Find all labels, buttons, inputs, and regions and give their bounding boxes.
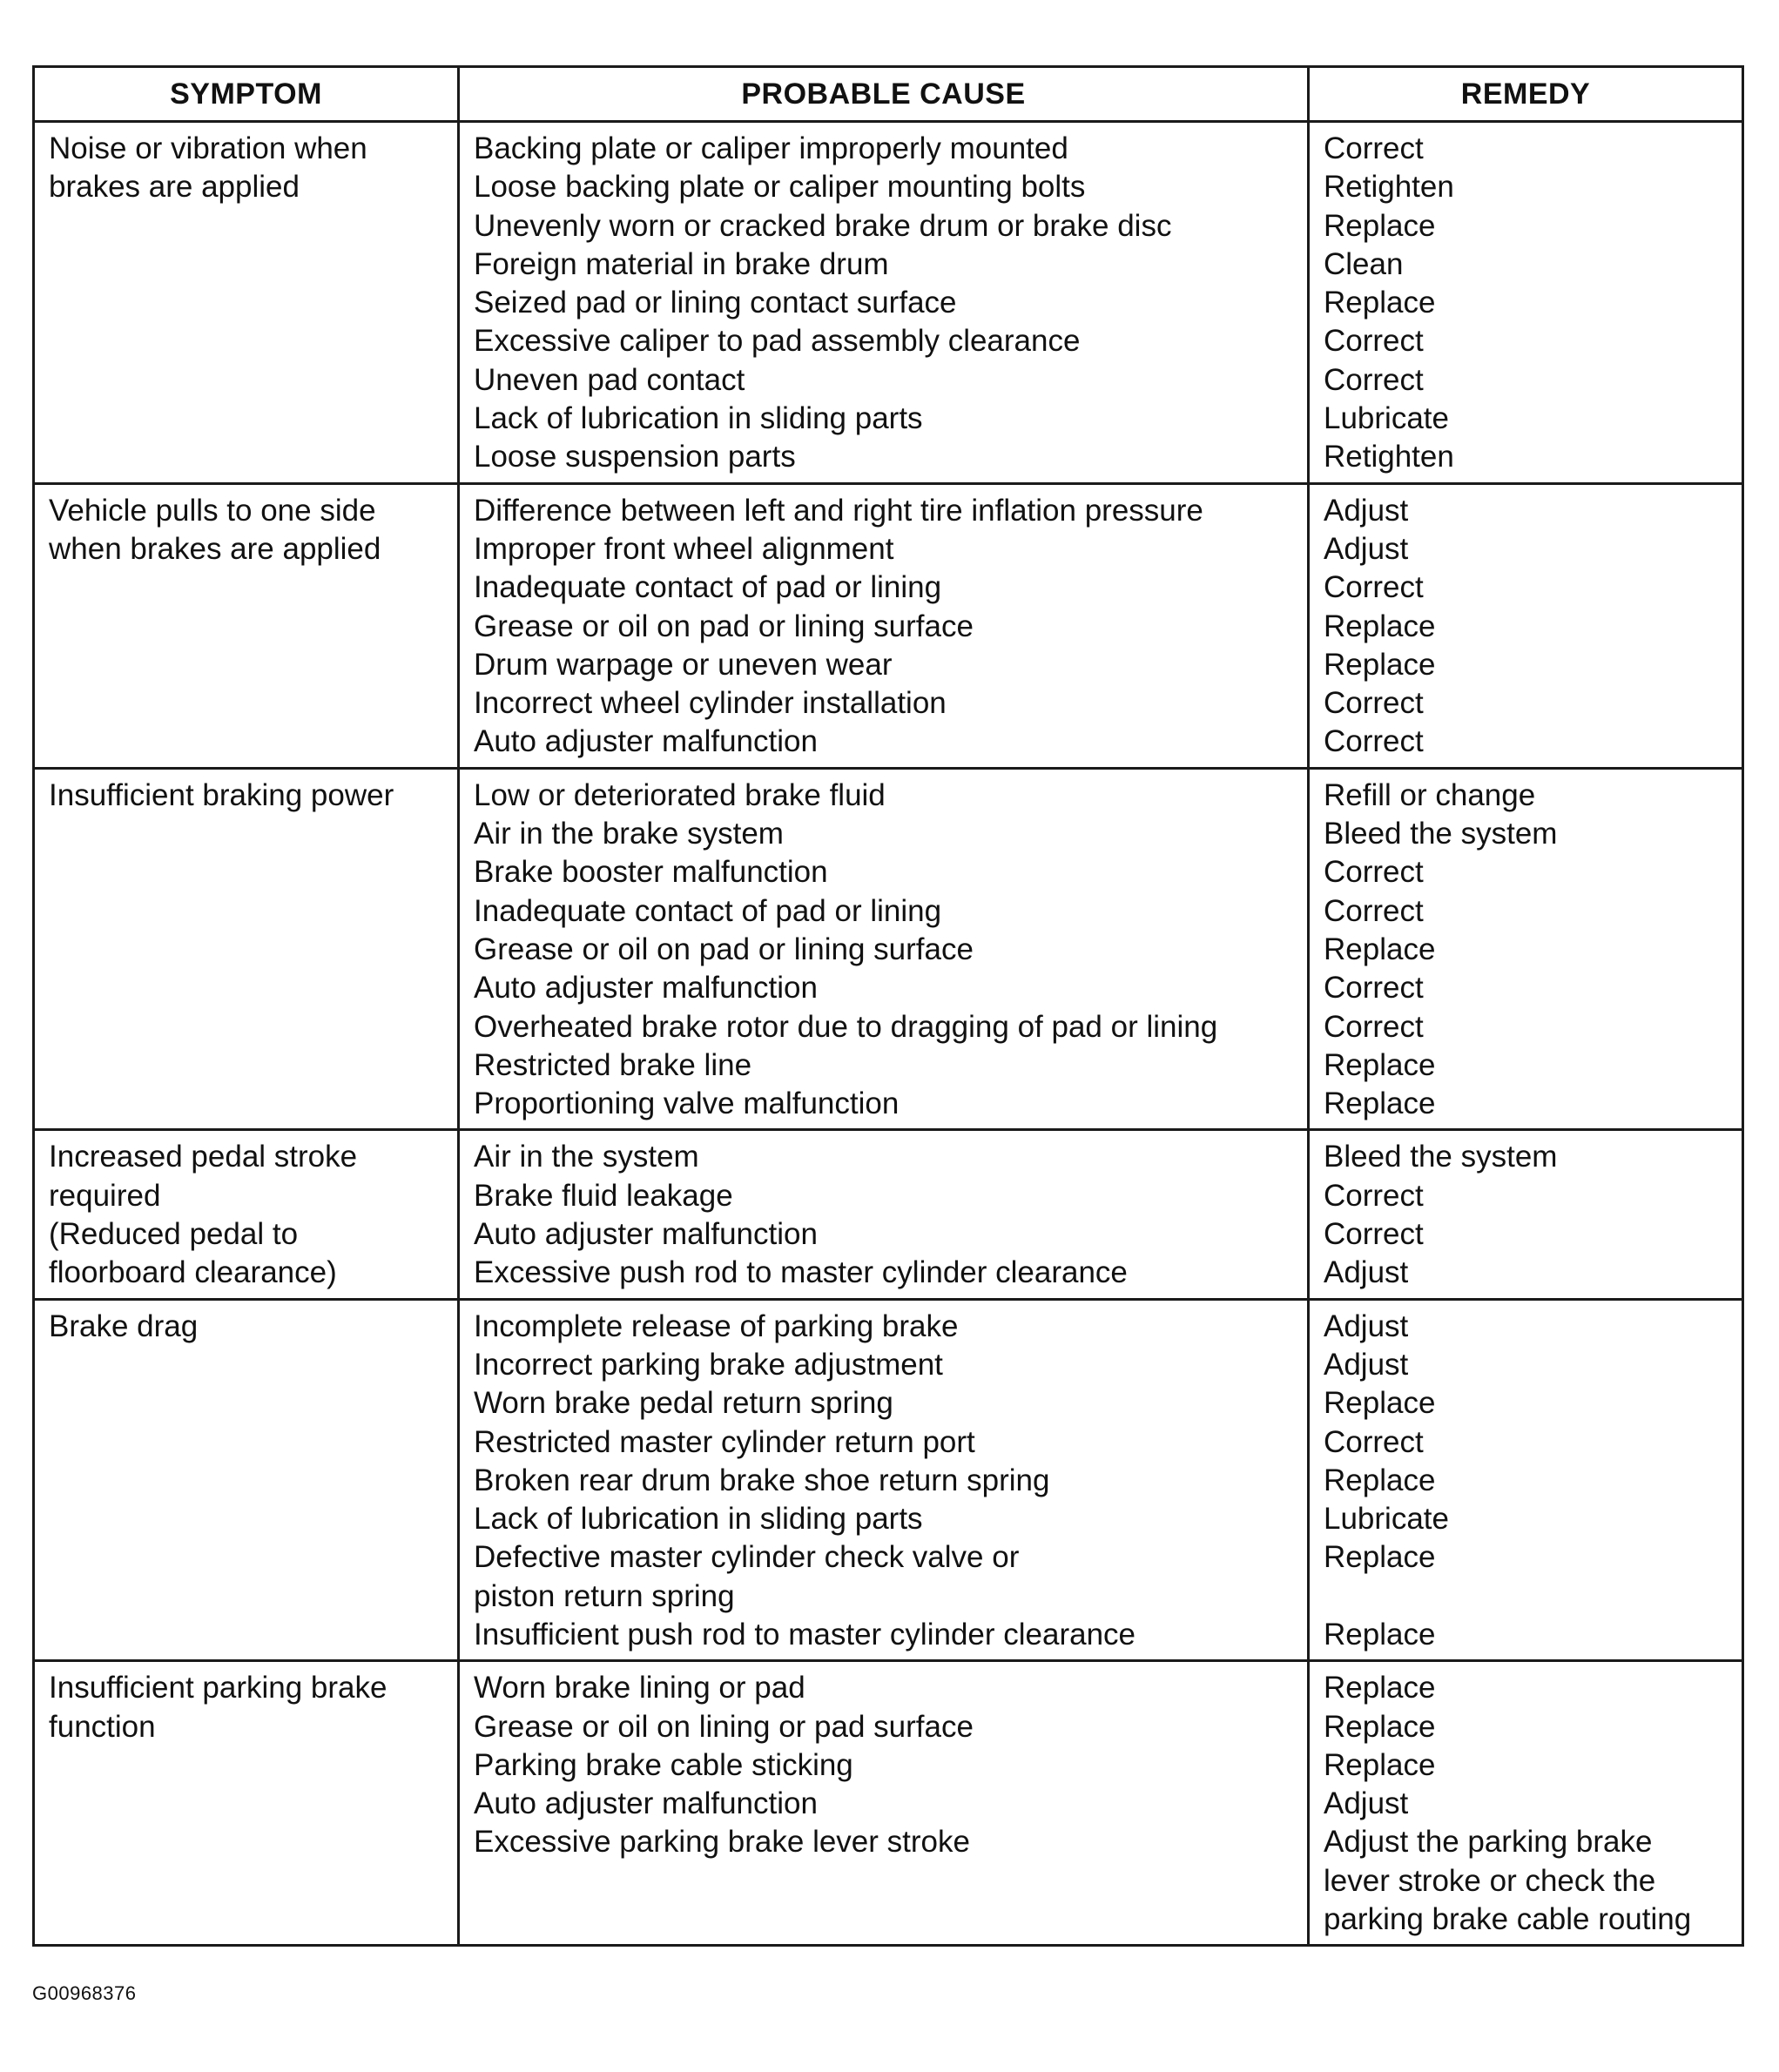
probable-cause-cell (459, 1299, 1309, 1661)
header-symptom: SYMPTOM (34, 67, 459, 122)
symptom-cell (34, 1130, 459, 1299)
remedy-line (1324, 1578, 1729, 1616)
cause-line: Excessive caliper to pad assembly clearance (474, 324, 1081, 359)
symptom-cell (34, 122, 459, 484)
remedy-line: Correct (1324, 1424, 1424, 1459)
symptom-line: function (49, 1709, 156, 1744)
remedy-line: Correct (1324, 724, 1424, 759)
cause-line: Brake booster malfunction (474, 855, 828, 890)
cause-line: Restricted brake line (474, 1047, 752, 1082)
cause-line: Lack of lubrication in sliding parts (474, 401, 923, 436)
header-probable-cause: PROBABLE CAUSE (459, 67, 1309, 122)
cause-line: Seized pad or lining contact surface (474, 286, 957, 320)
symptom-line: (Reduced pedal to (49, 1217, 299, 1252)
cause-line: Overheated brake rotor due to dragging of pad or lining (474, 1009, 1218, 1044)
remedy-line: Correct (1324, 1009, 1424, 1044)
cause-line: Improper front wheel alignment (474, 531, 894, 566)
cause-line: Unevenly worn or cracked brake drum or brake disc (474, 208, 1172, 243)
cause-line: Inadequate contact of pad or lining (474, 893, 942, 928)
remedy-line: Replace (1324, 1463, 1436, 1497)
table-header-row (34, 67, 1743, 122)
remedy-line: Replace (1324, 286, 1436, 320)
remedy-line: Lubricate (1324, 1502, 1449, 1537)
cause-line: piston return spring (474, 1578, 735, 1613)
cause-line: Auto adjuster malfunction (474, 1217, 818, 1252)
remedy-line: Replace (1324, 647, 1436, 682)
remedy-line: Bleed the system (1324, 1140, 1558, 1174)
remedy-line: Correct (1324, 324, 1424, 359)
cause-line: Proportioning valve malfunction (474, 1086, 900, 1121)
cause-line: Loose suspension parts (474, 440, 796, 474)
probable-cause-cell (459, 1130, 1309, 1299)
cause-line: Defective master cylinder check valve or (474, 1540, 1020, 1575)
remedy-line: Replace (1324, 1671, 1436, 1705)
remedy-line: Clean (1324, 246, 1404, 281)
symptom-line: required (49, 1178, 161, 1213)
remedy-line: Adjust (1324, 1347, 1409, 1382)
symptom-cell (34, 1299, 459, 1661)
cause-line: Auto adjuster malfunction (474, 724, 818, 759)
remedy-line: Adjust (1324, 1786, 1409, 1821)
table-row (34, 1661, 1743, 1946)
remedy-line: Adjust (1324, 493, 1409, 528)
symptom-cell (34, 483, 459, 768)
cause-line: Drum warpage or uneven wear (474, 647, 893, 682)
cause-line: Lack of lubrication in sliding parts (474, 1502, 923, 1537)
troubleshooting-sheet (32, 65, 1742, 1947)
remedy-line: Correct (1324, 686, 1424, 721)
remedy-cell (1309, 1130, 1743, 1299)
cause-line: Foreign material in brake drum (474, 246, 889, 281)
remedy-line: Replace (1324, 609, 1436, 643)
cause-line: Loose backing plate or caliper mounting bolts (474, 170, 1086, 205)
cause-line: Insufficient push rod to master cylinder clearance (474, 1617, 1136, 1652)
remedy-line: Replace (1324, 1617, 1436, 1652)
cause-line: Air in the brake system (474, 817, 784, 851)
table-row (34, 768, 1743, 1130)
symptom-line: brakes are applied (49, 170, 300, 205)
remedy-line: Replace (1324, 1086, 1436, 1121)
symptom-cell (34, 1661, 459, 1946)
brake-troubleshooting-table (32, 65, 1744, 1947)
cause-line: Incomplete release of parking brake (474, 1308, 959, 1343)
remedy-line: Bleed the system (1324, 817, 1558, 851)
cause-line: Backing plate or caliper improperly mounted (474, 131, 1068, 165)
symptom-line: Insufficient braking power (49, 777, 394, 812)
remedy-line: Adjust (1324, 1308, 1409, 1343)
cause-line: Grease or oil on pad or lining surface (474, 932, 974, 966)
remedy-line: Refill or change (1324, 777, 1536, 812)
cause-line: Grease or oil on pad or lining surface (474, 609, 974, 643)
remedy-line: parking brake cable routing (1324, 1902, 1692, 1937)
remedy-line: Retighten (1324, 440, 1454, 474)
cause-line: Air in the system (474, 1140, 699, 1174)
probable-cause-cell (459, 1661, 1309, 1946)
remedy-line: Replace (1324, 1386, 1436, 1421)
symptom-line: Brake drag (49, 1308, 199, 1343)
remedy-line: Replace (1324, 1709, 1436, 1744)
cause-line: Inadequate contact of pad or lining (474, 570, 942, 605)
remedy-line: lever stroke or check the (1324, 1863, 1656, 1898)
remedy-line: Retighten (1324, 170, 1454, 205)
cause-line: Worn brake lining or pad (474, 1671, 805, 1705)
remedy-cell (1309, 1661, 1743, 1946)
probable-cause-cell (459, 122, 1309, 484)
remedy-cell (1309, 483, 1743, 768)
cause-line: Uneven pad contact (474, 362, 745, 397)
cause-line: Brake fluid leakage (474, 1178, 733, 1213)
remedy-line: Correct (1324, 855, 1424, 890)
cause-line: Broken rear drum brake shoe return spring (474, 1463, 1050, 1497)
remedy-line: Adjust the parking brake (1324, 1825, 1653, 1860)
remedy-cell (1309, 122, 1743, 484)
remedy-line: Adjust (1324, 1255, 1409, 1290)
cause-line: Excessive push rod to master cylinder clearance (474, 1255, 1128, 1290)
figure-id: G00968376 (32, 1982, 137, 2004)
symptom-line: Increased pedal stroke (49, 1140, 358, 1174)
cause-line: Worn brake pedal return spring (474, 1386, 893, 1421)
symptom-cell (34, 768, 459, 1130)
remedy-line: Replace (1324, 1747, 1436, 1782)
probable-cause-cell (459, 768, 1309, 1130)
remedy-line: Adjust (1324, 531, 1409, 566)
remedy-line: Correct (1324, 1178, 1424, 1213)
remedy-line: Replace (1324, 1047, 1436, 1082)
cause-line: Incorrect parking brake adjustment (474, 1347, 943, 1382)
symptom-line: Noise or vibration when (49, 131, 367, 165)
cause-line: Auto adjuster malfunction (474, 1786, 818, 1821)
cause-line: Parking brake cable sticking (474, 1747, 853, 1782)
cause-line: Restricted master cylinder return port (474, 1424, 975, 1459)
cause-line: Low or deteriorated brake fluid (474, 777, 886, 812)
symptom-line: floorboard clearance) (49, 1255, 337, 1290)
table-row (34, 483, 1743, 768)
remedy-line: Correct (1324, 131, 1424, 165)
table-body (34, 122, 1743, 1946)
probable-cause-cell (459, 483, 1309, 768)
remedy-line: Replace (1324, 932, 1436, 966)
cause-line: Incorrect wheel cylinder installation (474, 686, 947, 721)
table-row (34, 1299, 1743, 1661)
remedy-line: Correct (1324, 362, 1424, 397)
remedy-line: Correct (1324, 1217, 1424, 1252)
remedy-line: Replace (1324, 208, 1436, 243)
cause-line: Difference between left and right tire inflation pressure (474, 493, 1203, 528)
symptom-line: Insufficient parking brake (49, 1671, 387, 1705)
cause-line: Grease or oil on lining or pad surface (474, 1709, 974, 1744)
cause-line: Excessive parking brake lever stroke (474, 1825, 970, 1860)
remedy-line: Correct (1324, 570, 1424, 605)
cause-line: Auto adjuster malfunction (474, 971, 818, 1006)
remedy-cell (1309, 1299, 1743, 1661)
symptom-line: Vehicle pulls to one side (49, 493, 376, 528)
remedy-line: Lubricate (1324, 401, 1449, 436)
remedy-line: Replace (1324, 1540, 1436, 1575)
table-row (34, 122, 1743, 484)
remedy-cell (1309, 768, 1743, 1130)
table-row (34, 1130, 1743, 1299)
header-remedy: REMEDY (1309, 67, 1743, 122)
remedy-line: Correct (1324, 893, 1424, 928)
symptom-line: when brakes are applied (49, 531, 381, 566)
remedy-line: Correct (1324, 971, 1424, 1006)
